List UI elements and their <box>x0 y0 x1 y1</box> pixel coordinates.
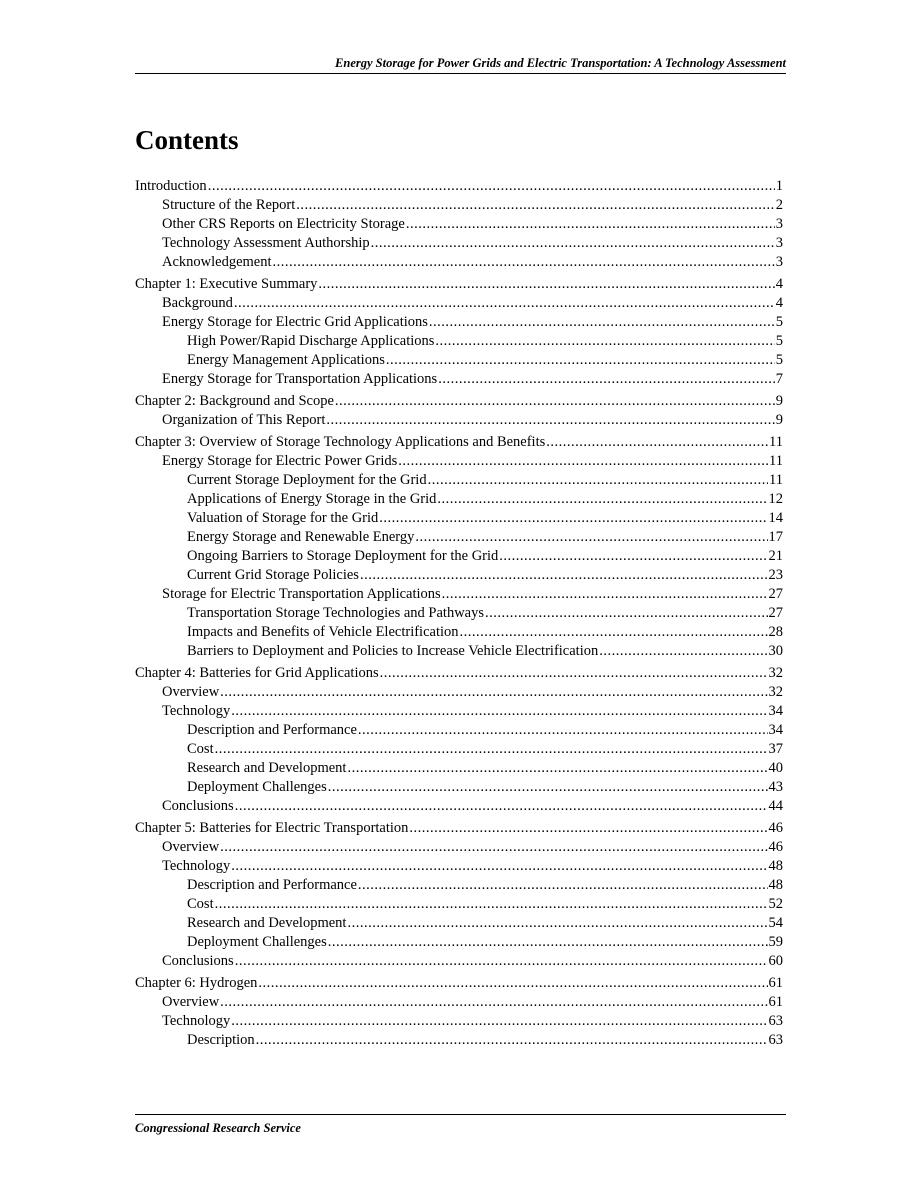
toc-dot-leader <box>318 275 774 294</box>
toc-entry-title: Technology <box>162 1013 231 1029</box>
toc-entry-title: Overview <box>162 839 220 855</box>
table-of-contents <box>135 177 783 1050</box>
toc-entry[interactable] <box>135 509 783 528</box>
toc-entry[interactable] <box>135 642 783 661</box>
toc-entry-title: High Power/Rapid Discharge Applications <box>187 333 435 349</box>
toc-dot-leader <box>438 370 775 389</box>
toc-entry-title: Deployment Challenges <box>187 934 327 950</box>
toc-entry-page: 27 <box>768 605 783 621</box>
toc-dot-leader <box>406 215 775 234</box>
toc-entry-title: Description <box>187 1032 255 1048</box>
toc-dot-leader <box>347 914 767 933</box>
toc-entry-page: 63 <box>768 1013 783 1029</box>
toc-entry[interactable] <box>135 683 783 702</box>
toc-entry-page: 32 <box>768 684 783 700</box>
toc-dot-leader <box>599 642 767 661</box>
toc-dot-leader <box>328 933 768 952</box>
toc-entry-title: Energy Management Applications <box>187 352 385 368</box>
toc-entry-title: Energy Storage and Renewable Energy <box>187 529 415 545</box>
toc-entry-page: 44 <box>768 798 783 814</box>
toc-entry-page: 27 <box>768 586 783 602</box>
toc-entry-page: 37 <box>768 741 783 757</box>
toc-entry-page: 14 <box>768 510 783 526</box>
toc-entry[interactable] <box>135 490 783 509</box>
toc-entry[interactable] <box>135 759 783 778</box>
toc-entry[interactable] <box>135 895 783 914</box>
toc-dot-leader <box>435 332 774 351</box>
toc-entry[interactable] <box>135 547 783 566</box>
toc-entry-title: Chapter 3: Overview of Storage Technology Applications and Benefits <box>135 434 546 450</box>
toc-dot-leader <box>429 313 775 332</box>
toc-entry-page: 61 <box>768 994 783 1010</box>
toc-entry-title: Structure of the Report <box>162 197 296 213</box>
toc-entry-page: 40 <box>768 760 783 776</box>
toc-entry[interactable] <box>135 797 783 816</box>
toc-entry-title: Current Storage Deployment for the Grid <box>187 472 427 488</box>
toc-dot-leader <box>220 838 767 857</box>
toc-dot-leader <box>328 778 768 797</box>
toc-entry-page: 52 <box>768 896 783 912</box>
toc-entry-page: 21 <box>768 548 783 564</box>
toc-entry-title: Impacts and Benefits of Vehicle Electrification <box>187 624 459 640</box>
toc-entry-page: 54 <box>768 915 783 931</box>
toc-entry[interactable] <box>135 215 783 234</box>
toc-dot-leader <box>360 566 768 585</box>
toc-entry-page: 3 <box>775 235 783 251</box>
toc-entry[interactable] <box>135 838 783 857</box>
toc-dot-leader <box>398 452 768 471</box>
toc-dot-leader <box>379 509 767 528</box>
toc-entry[interactable] <box>135 528 783 547</box>
toc-entry-page: 32 <box>768 665 783 681</box>
toc-dot-leader <box>220 993 767 1012</box>
toc-entry[interactable] <box>135 566 783 585</box>
toc-entry[interactable] <box>135 585 783 604</box>
toc-dot-leader <box>231 702 767 721</box>
toc-entry-title: Cost <box>187 741 214 757</box>
toc-dot-leader <box>235 952 768 971</box>
toc-entry-title: Research and Development <box>187 915 347 931</box>
toc-entry-page: 9 <box>775 393 783 409</box>
toc-entry-title: Barriers to Deployment and Policies to Increase Vehicle Electrification <box>187 643 599 659</box>
toc-entry-page: 59 <box>768 934 783 950</box>
toc-dot-leader <box>546 433 768 452</box>
toc-entry[interactable] <box>135 778 783 797</box>
toc-entry-title: Energy Storage for Transportation Applications <box>162 371 438 387</box>
toc-entry[interactable] <box>135 351 783 370</box>
toc-dot-leader <box>256 1031 768 1050</box>
toc-entry-page: 34 <box>768 703 783 719</box>
toc-entry[interactable] <box>135 332 783 351</box>
toc-entry[interactable] <box>135 876 783 895</box>
toc-entry-page: 1 <box>775 178 783 194</box>
toc-entry[interactable] <box>135 1012 783 1031</box>
toc-entry[interactable] <box>135 740 783 759</box>
toc-entry-page: 28 <box>768 624 783 640</box>
toc-entry-title: Description and Performance <box>187 722 357 738</box>
toc-entry-page: 7 <box>775 371 783 387</box>
toc-entry[interactable] <box>135 313 783 332</box>
toc-entry-title: Background <box>162 295 233 311</box>
toc-entry[interactable] <box>135 196 783 215</box>
toc-entry-title: Chapter 4: Batteries for Grid Applications <box>135 665 379 681</box>
toc-dot-leader <box>258 974 767 993</box>
running-header: Energy Storage for Power Grids and Electric Transportation: A Technology Assessment <box>135 55 786 74</box>
toc-entry-title: Chapter 1: Executive Summary <box>135 276 318 292</box>
toc-dot-leader <box>215 895 768 914</box>
toc-entry[interactable] <box>135 857 783 876</box>
toc-dot-leader <box>235 797 768 816</box>
toc-entry-page: 46 <box>768 820 783 836</box>
toc-dot-leader <box>273 253 775 272</box>
toc-entry[interactable] <box>135 952 783 971</box>
toc-entry-title: Other CRS Reports on Electricity Storage <box>162 216 405 232</box>
toc-dot-leader <box>326 411 774 430</box>
toc-entry-page: 17 <box>768 529 783 545</box>
toc-entry-title: Organization of This Report <box>162 412 326 428</box>
toc-entry-page: 34 <box>768 722 783 738</box>
toc-entry[interactable] <box>135 177 783 196</box>
toc-entry-title: Technology <box>162 858 231 874</box>
toc-entry-title: Technology Assessment Authorship <box>162 235 370 251</box>
toc-entry[interactable] <box>135 234 783 253</box>
toc-entry[interactable] <box>135 471 783 490</box>
toc-entry-title: Conclusions <box>162 798 234 814</box>
toc-entry[interactable] <box>135 819 783 838</box>
toc-entry[interactable] <box>135 411 783 430</box>
toc-entry-title: Valuation of Storage for the Grid <box>187 510 379 526</box>
toc-entry[interactable] <box>135 452 783 471</box>
toc-entry-title: Research and Development <box>187 760 347 776</box>
toc-entry-page: 3 <box>775 216 783 232</box>
toc-entry-page: 48 <box>768 858 783 874</box>
toc-entry-title: Transportation Storage Technologies and Pathways <box>187 605 485 621</box>
toc-entry[interactable] <box>135 433 783 452</box>
toc-entry-title: Description and Performance <box>187 877 357 893</box>
toc-dot-leader <box>208 177 775 196</box>
toc-entry-page: 23 <box>768 567 783 583</box>
toc-entry-page: 11 <box>769 453 783 469</box>
toc-entry[interactable] <box>135 993 783 1012</box>
toc-dot-leader <box>231 1012 767 1031</box>
toc-dot-leader <box>371 234 775 253</box>
toc-entry-page: 60 <box>768 953 783 969</box>
toc-dot-leader <box>386 351 775 370</box>
toc-entry-title: Energy Storage for Electric Power Grids <box>162 453 398 469</box>
toc-entry-page: 3 <box>775 254 783 270</box>
page-footer: Congressional Research Service <box>135 1114 786 1136</box>
toc-entry-title: Current Grid Storage Policies <box>187 567 359 583</box>
toc-entry-page: 4 <box>775 295 783 311</box>
toc-entry-title: Introduction <box>135 178 207 194</box>
toc-entry-page: 5 <box>775 333 783 349</box>
page-title: Contents <box>135 125 239 155</box>
toc-dot-leader <box>485 604 767 623</box>
toc-entry-page: 11 <box>769 472 783 488</box>
toc-dot-leader <box>380 664 768 683</box>
toc-dot-leader <box>442 585 768 604</box>
toc-entry[interactable] <box>135 392 783 411</box>
toc-entry[interactable] <box>135 604 783 623</box>
toc-entry-title: Energy Storage for Electric Grid Applications <box>162 314 428 330</box>
toc-entry-page: 5 <box>775 352 783 368</box>
toc-entry-page: 46 <box>768 839 783 855</box>
toc-dot-leader <box>358 721 768 740</box>
toc-dot-leader <box>409 819 767 838</box>
toc-entry-page: 5 <box>775 314 783 330</box>
toc-entry-title: Storage for Electric Transportation Applications <box>162 586 441 602</box>
toc-dot-leader <box>437 490 767 509</box>
toc-entry-title: Ongoing Barriers to Storage Deployment for the Grid <box>187 548 499 564</box>
toc-entry[interactable] <box>135 1031 783 1050</box>
toc-entry[interactable] <box>135 623 783 642</box>
toc-entry-title: Acknowledgement <box>162 254 272 270</box>
toc-entry[interactable] <box>135 933 783 952</box>
toc-entry-title: Chapter 2: Background and Scope <box>135 393 334 409</box>
toc-entry-page: 48 <box>768 877 783 893</box>
toc-entry-title: Chapter 6: Hydrogen <box>135 975 258 991</box>
toc-entry[interactable] <box>135 721 783 740</box>
toc-dot-leader <box>335 392 775 411</box>
toc-dot-leader <box>358 876 768 895</box>
toc-entry-page: 43 <box>768 779 783 795</box>
toc-dot-leader <box>347 759 767 778</box>
toc-entry[interactable] <box>135 294 783 313</box>
toc-entry-title: Conclusions <box>162 953 234 969</box>
toc-entry-page: 4 <box>775 276 783 292</box>
toc-dot-leader <box>231 857 767 876</box>
toc-entry-page: 63 <box>768 1032 783 1048</box>
toc-entry-page: 30 <box>768 643 783 659</box>
toc-entry-page: 2 <box>775 197 783 213</box>
toc-dot-leader <box>428 471 768 490</box>
toc-entry-title: Overview <box>162 684 220 700</box>
toc-dot-leader <box>499 547 767 566</box>
toc-dot-leader <box>296 196 774 215</box>
toc-dot-leader <box>220 683 767 702</box>
toc-dot-leader <box>460 623 768 642</box>
toc-entry-page: 61 <box>768 975 783 991</box>
toc-entry[interactable] <box>135 664 783 683</box>
toc-entry[interactable] <box>135 974 783 993</box>
toc-entry-title: Chapter 5: Batteries for Electric Transportation <box>135 820 409 836</box>
toc-entry-title: Deployment Challenges <box>187 779 327 795</box>
toc-entry[interactable] <box>135 370 783 389</box>
toc-entry-page: 9 <box>775 412 783 428</box>
toc-entry-title: Cost <box>187 896 214 912</box>
toc-entry-page: 11 <box>769 434 783 450</box>
toc-entry[interactable] <box>135 253 783 272</box>
toc-dot-leader <box>415 528 767 547</box>
toc-dot-leader <box>234 294 775 313</box>
toc-entry-title: Overview <box>162 994 220 1010</box>
toc-entry[interactable] <box>135 702 783 721</box>
toc-entry[interactable] <box>135 914 783 933</box>
toc-entry-title: Applications of Energy Storage in the Grid <box>187 491 437 507</box>
toc-entry[interactable] <box>135 275 783 294</box>
toc-entry-title: Technology <box>162 703 231 719</box>
toc-dot-leader <box>215 740 768 759</box>
toc-entry-page: 12 <box>768 491 783 507</box>
